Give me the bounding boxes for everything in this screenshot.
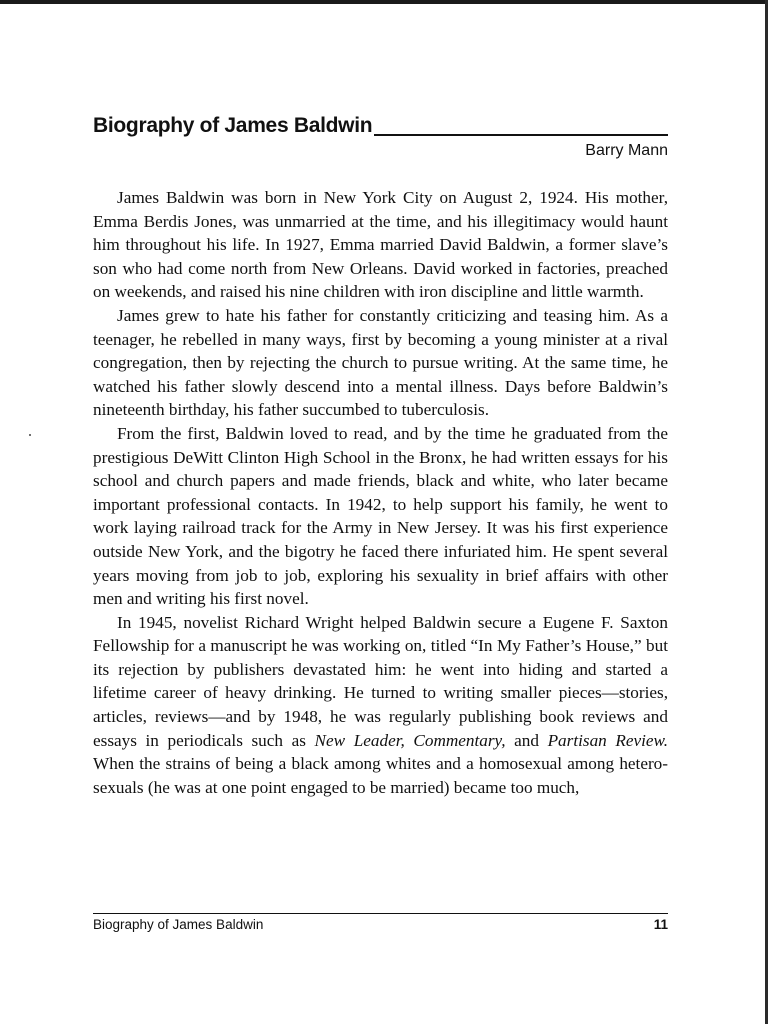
- document-page: [93, 108, 668, 799]
- paragraph-4-text-a: In 1945, novelist Richard Wright helped Baldwin secure a Eugene F. Saxton Fellowship for a manuscript he was working on, titled “In My Father’s House,” but its rejection by publishers devastated him: he went into hiding and started a lifetime career of heavy drinking. He turned to writing smaller pieces—stories, articles, reviews—and by 1948, he was regularly publishing book reviews and essays in periodicals such as: [93, 612, 668, 750]
- journal-title-commentary: Commentary,: [413, 730, 506, 750]
- paragraph-4-text-b: When the strains of being a black among whites and a homosexual among heterosexuals (he was at one point engaged to be married) became too much,: [93, 754, 668, 797]
- paragraph-4-separator-b: and: [505, 730, 548, 750]
- footer-running-title: Biography of James Baldwin: [93, 917, 264, 932]
- page-title: Biography of James Baldwin: [93, 114, 373, 137]
- author-byline: Barry Mann: [585, 142, 668, 159]
- scan-speck: [29, 434, 31, 436]
- journal-title-new-leader: New Leader,: [314, 730, 405, 750]
- paragraph-1: James Baldwin was born in New York City on August 2, 1924. His mother, Emma Berdis Jones, was unmarried at the time, and his illegitimacy would haunt him throughout his life. In 1927, Emma married David Baldwin, a former slave’s son who had come north from New Orleans. David worked in factories, preached on weekends, and raised his nine children with iron discipline and little warmth.: [93, 188, 668, 302]
- paragraph-3: From the first, Baldwin loved to read, and by the time he graduated from the prestigious DeWitt Clinton High School in the Bronx, he had written essays for his school and church papers and made friends, black and white, who later became important professional contacts. In 1942, to help support his family, he went to work laying railroad track for the Army in New Jersey. It was his first experience outside New York, and the bigotry he faced there infuriated him. He spent several years moving from job to job, exploring his sexuality in brief affairs with other men and writing his first novel.: [93, 423, 668, 609]
- page-number: 11: [653, 917, 668, 932]
- paragraph-4: [93, 611, 668, 800]
- title-rule: [374, 134, 668, 136]
- page-footer: [93, 913, 668, 932]
- scan-edge-top: [0, 0, 768, 4]
- article-body: [93, 186, 668, 799]
- title-block: [93, 108, 668, 138]
- paragraph-2: James grew to hate his father for constantly criticizing and teasing him. As a teenager, he rebelled in many ways, first by becoming a young minister at a rival congregation, then by rejecting the church to pursue writing. At the same time, he watched his father slowly descend into a mental illness. Days before Baldwin’s nineteenth birthday, his father succumbed to tuberculosis.: [93, 305, 668, 420]
- journal-title-partisan-review: Partisan Review.: [547, 730, 669, 750]
